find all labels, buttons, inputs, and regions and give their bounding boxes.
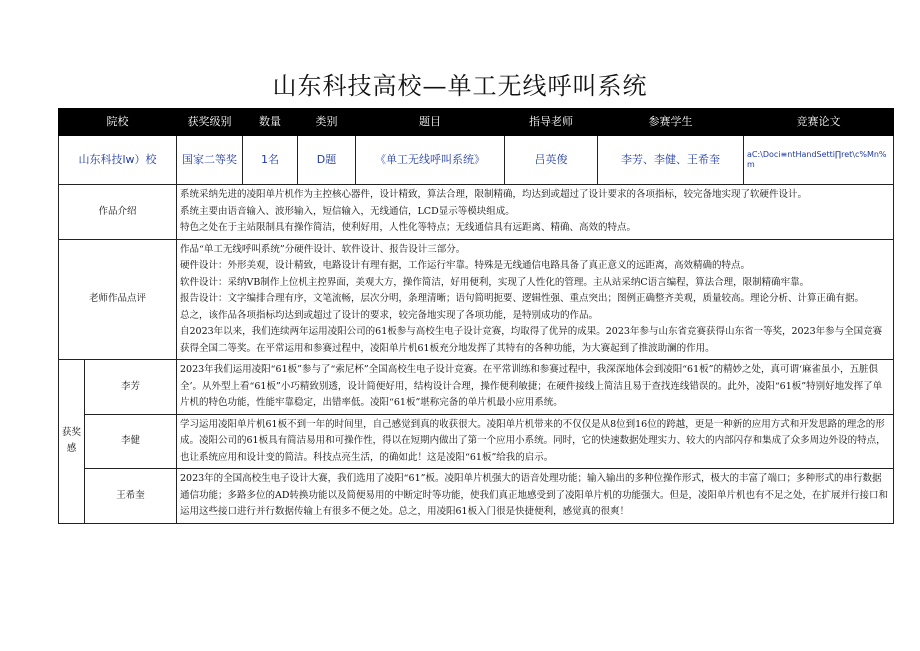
intro-line: 系统采纳先进的凌阳单片机作为主控核心器件，设计精致，算法合理，限制精确，均达到或超过了设计要求的各项指标，较完备地实现了软硬件设计。 [180, 189, 808, 200]
school-cell: 山东科技lw）校 [59, 136, 177, 185]
intro-label: 作品介绍 [59, 185, 177, 240]
review-row [59, 239, 894, 360]
award-table [58, 108, 894, 524]
teacher-cell: 吕英俊 [505, 136, 598, 185]
header-cell-topic: 题目 [356, 109, 505, 136]
feeling-row [59, 360, 894, 415]
feeling-text: 2023年的全国高校生电子设计大赛，我们选用了凌阳“61”板。凌阳单片机强大的语音处理功能；输入输出的多种位操作形式，极大的丰富了端口；多种形式的串行数据通信功能；多路多位的AD转换功能以及简便易用的中断定时等功能，使我们真正地感受到了凌阳单片机的功能强大。但是，凌阳单片机也有不足之处，在扩展并行接口和运用这些接口进行并行数据传输上有很多不便之处。总之，用凌阳61板入门很是快捷便利，感觉真的很爽！ [177, 469, 894, 524]
header-cell-teacher: 指导老师 [505, 109, 598, 136]
feeling-row [59, 469, 894, 524]
feelings-label: 获奖感 [59, 360, 85, 524]
header-cell-category: 类别 [298, 109, 356, 136]
review-line: 报告设计：文字编排合理有序，文笔流畅，层次分明，条理清晰；语句简明扼要、逻辑性强、重点突出；图例正确整齐美观，质量较高。理论分析、计算正确有据。 [180, 293, 865, 304]
student-name: 李健 [85, 414, 177, 469]
feeling-text: 学习运用凌阳单片机61板不到一年的时间里，自己感觉到真的收获很大。凌阳单片机带来的不仅仅是从8位到16位的跨越，更是一种新的应用方式和开发思路的理念的形成。凌阳公司的61板具有简洁易用和可操作性，得以在短期内做出了第一个应用小系统。同时，它的快速数据处理实力、较大的内部闪存和集成了众多周边外设的特点，也让系统应用和设计变的简洁。科技点亮生活，的确如此！这是凌阳“61板”给我的启示。 [177, 414, 894, 469]
review-line: 作品“单工无线呼叫系统”分硬件设计、软件设计、报告设计三部分。 [180, 243, 466, 255]
header-cell-students: 参赛学生 [598, 109, 744, 136]
review-label: 老师作品点评 [59, 239, 177, 360]
student-name: 王希奎 [85, 469, 177, 524]
count-cell: 1名 [243, 136, 298, 185]
header-cell-paper: 竞赛论文 [744, 109, 894, 136]
review-line: 总之，该作品各项指标均达到或超过了设计的要求，较完备地实现了各项功能，是特别成功的作品。 [180, 309, 599, 321]
student-name: 李芳 [85, 360, 177, 415]
header-row [59, 109, 894, 136]
paper-link[interactable]: aC:\Doci≡ntHandSetti∏ret\c%Mn%m [744, 136, 894, 185]
info-row [59, 136, 894, 185]
feeling-row [59, 414, 894, 469]
review-text [177, 239, 894, 360]
intro-text [177, 185, 894, 240]
review-line: 自2023年以来，我们连续两年运用凌阳公司的61板参与高校生电子设计竞赛，均取得了优异的成果。2023年参与山东省竞赛获得山东省一等奖，2023年参与全国竞赛获得全国二等奖。在平常运用和参赛过程中，凌阳单片机61板充分地发挥了其特有的各种功能，为大赛起到了推波助澜的作用。 [180, 326, 883, 354]
header-cell-count: 数量 [243, 109, 298, 136]
award-cell: 国家二等奖 [177, 136, 243, 185]
review-line: 软件设计：采纳VB制作上位机主控界面，美观大方，操作简洁，好用便利，实现了人性化的管理。主从站采纳C语言编程，算法合理，限制精确牢靠。 [180, 276, 810, 288]
intro-row [59, 185, 894, 240]
review-line: 硬件设计：外形美观，设计精致，电路设计有理有据，工作运行牢靠。特殊是无线通信电路具备了真正意义的远距离，高效精确的特点。 [180, 260, 751, 271]
header-cell-award: 获奖级别 [177, 109, 243, 136]
intro-line: 系统主要由语音输入、波形输入，短信输入，无线通信，LCD显示等模块组成。 [180, 205, 515, 217]
category-cell: D题 [298, 136, 356, 185]
page-title: 山东科技高校—单工无线呼叫系统 [272, 72, 648, 100]
topic-cell: 《单工无线呼叫系统》 [356, 136, 505, 185]
students-cell: 李芳、李健、王希奎 [598, 136, 744, 185]
feeling-text: 2023年我们运用凌阳“61板”参与了“索尼杯”全国高校生电子设计竞赛。在平常训练和参赛过程中，我深深地体会到凌阳“61板”的精妙之处，真可谓‘麻雀虽小，五脏俱全’。从外型上看“61板”小巧精致别透，设计简便好用，结构设计合理，操作便利敏捷；在硬件接线上简洁且易于查找连线错误的。此外，凌阳“61板”特别好地发挥了单片机的特色功能，性能牢靠稳定，出错率低。凌阳“61板”堪称完备的单片机最小应用系统。 [177, 360, 894, 415]
intro-line: 特色之处在于主站限制具有操作简洁，使利好用，人性化等特点；无线通信具有远距离、精确、高效的特点。 [180, 222, 637, 233]
header-cell-school: 院校 [59, 109, 177, 136]
